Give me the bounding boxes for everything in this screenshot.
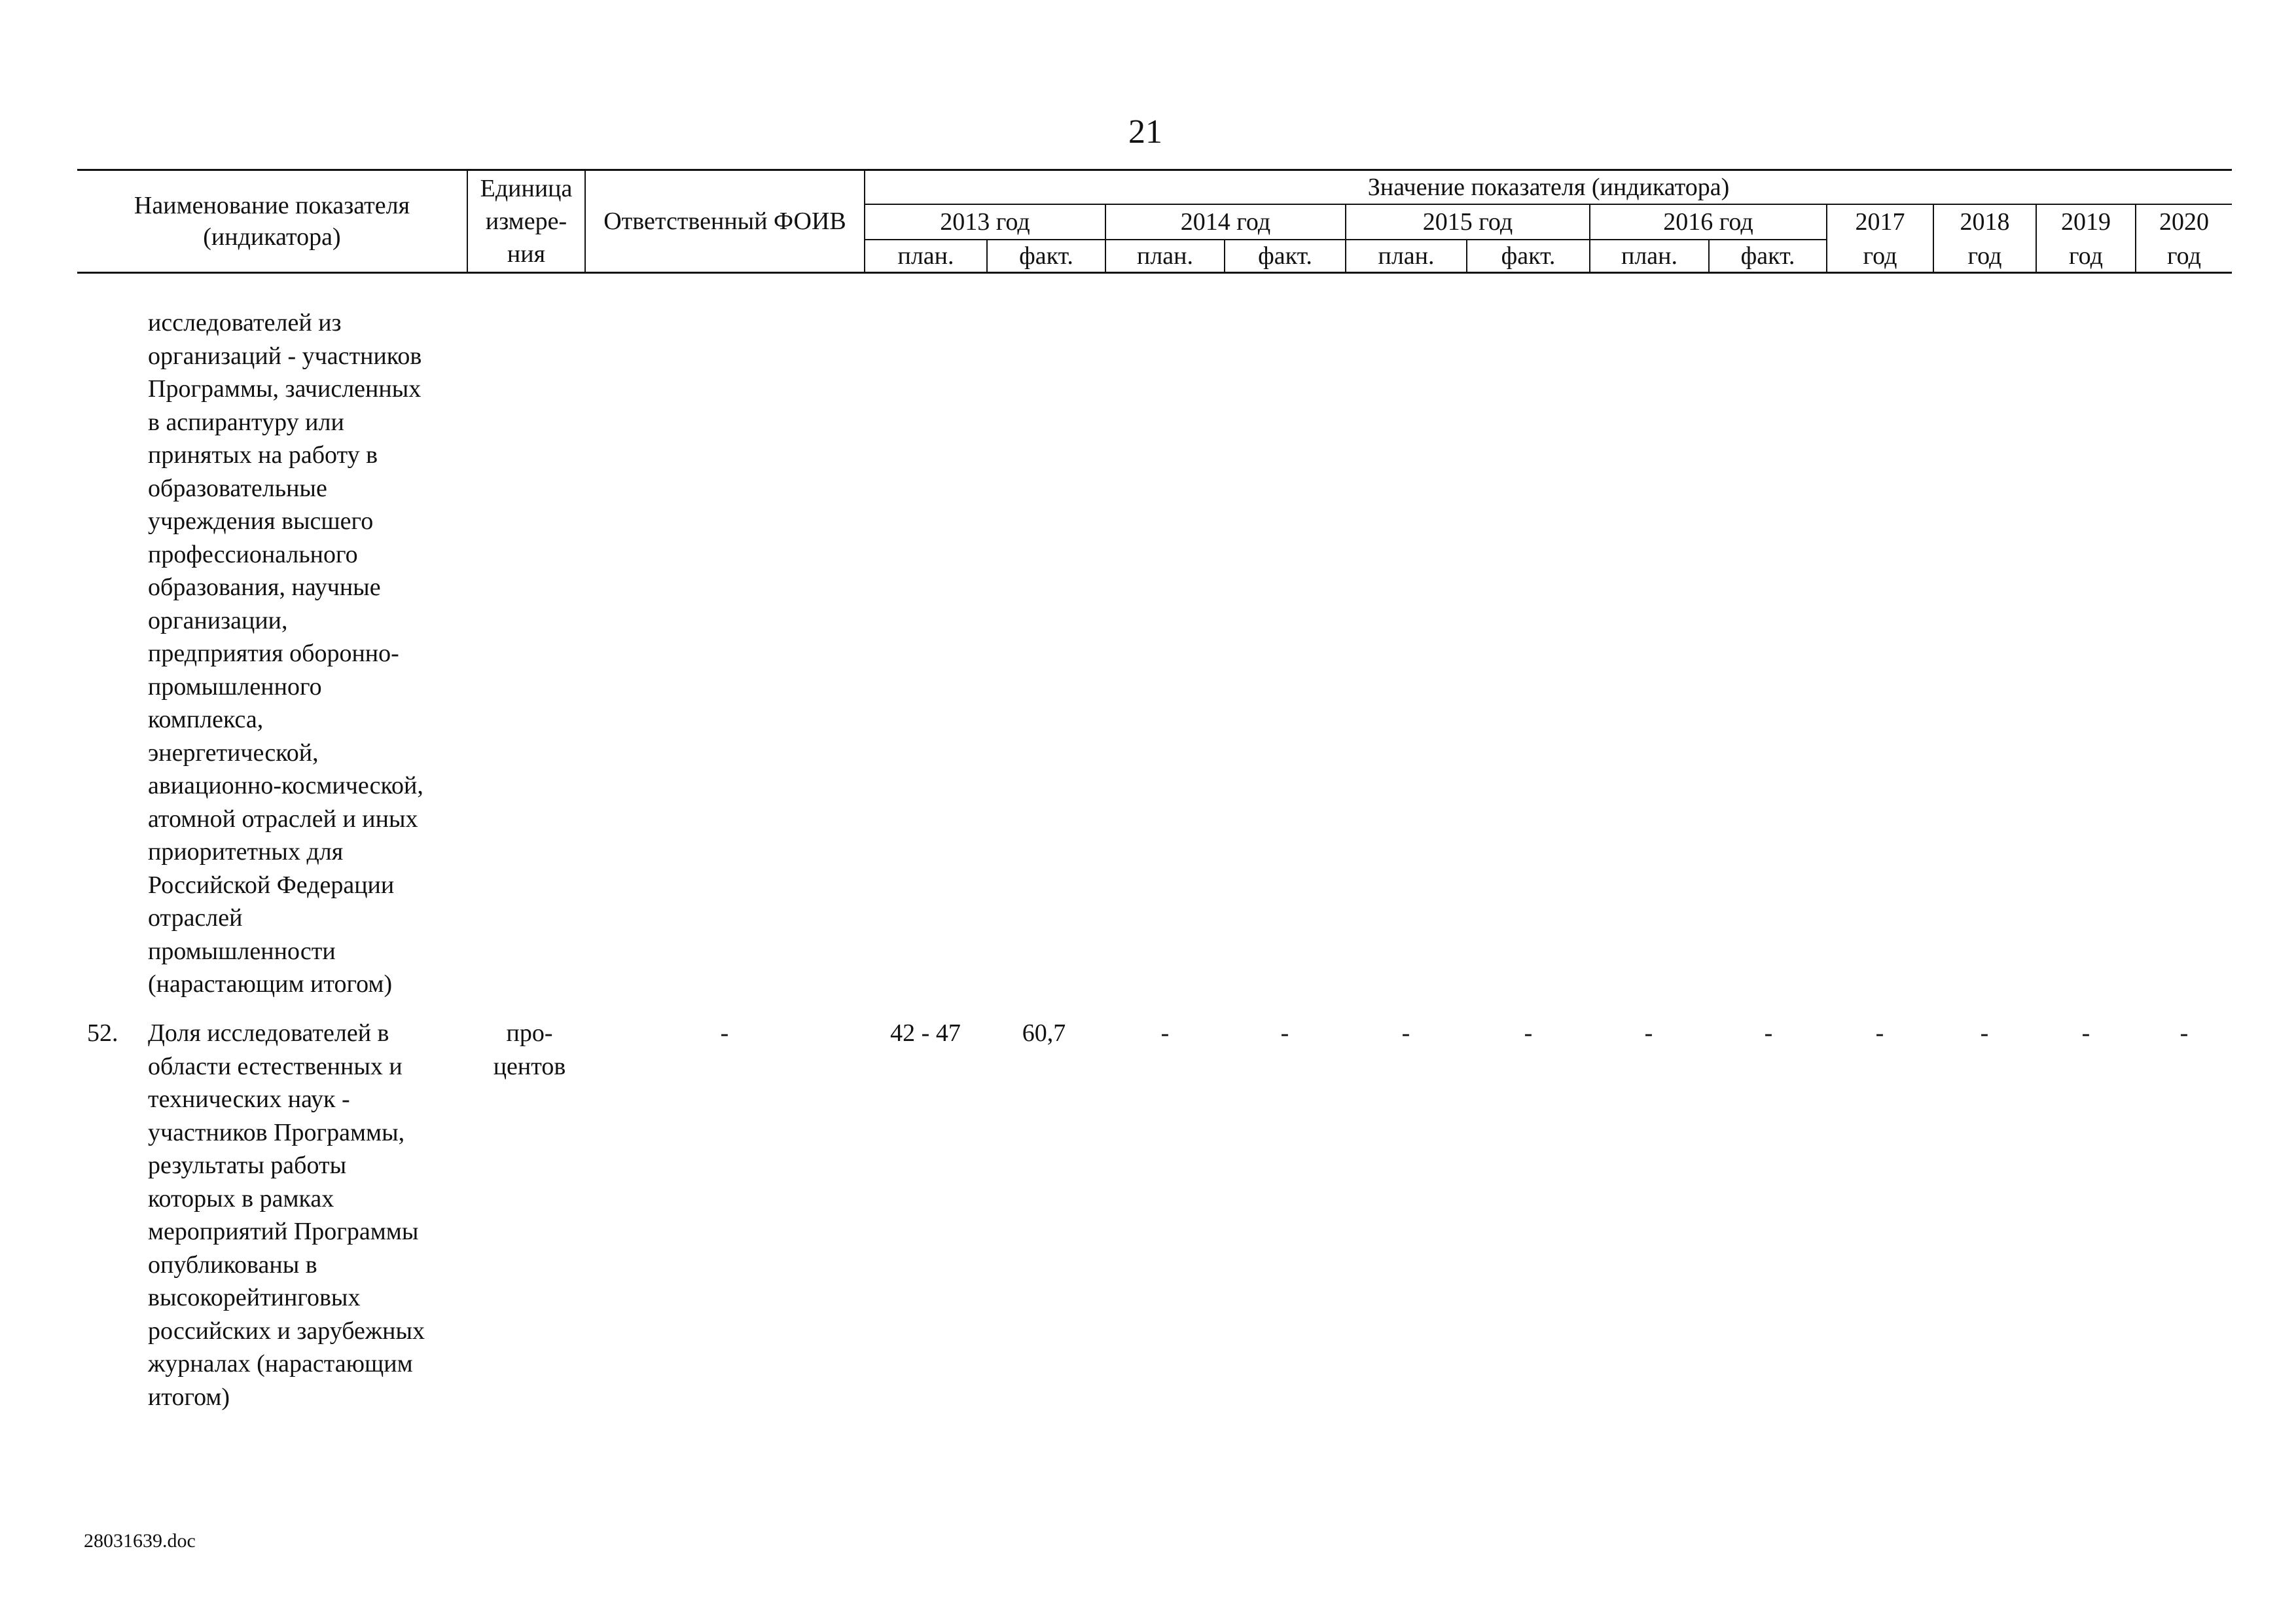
page-number: 21	[1128, 113, 1162, 151]
header-year-2019: 2019 год	[2061, 208, 2111, 270]
value-2015-fact: -	[1524, 1019, 1533, 1047]
value-2018: -	[1980, 1019, 1989, 1047]
header-2016-fact: факт.	[1740, 242, 1795, 270]
value-2020: -	[2179, 1019, 2189, 1047]
value-2014-plan: -	[1160, 1019, 1170, 1047]
header-2015-plan: план.	[1378, 242, 1435, 270]
header-name: Наименование показателя (индикатора)	[134, 191, 410, 251]
value-2016-fact: -	[1764, 1019, 1773, 1047]
document-footer: 28031639.doc	[84, 1530, 196, 1552]
header-2016-plan: план.	[1621, 242, 1677, 270]
header-2014-fact: факт.	[1258, 242, 1312, 270]
value-2015-plan: -	[1401, 1019, 1410, 1047]
foiv-value: -	[720, 1019, 729, 1047]
header-year-2017: 2017 год	[1855, 208, 1905, 270]
value-2017: -	[1875, 1019, 1884, 1047]
value-2014-fact: -	[1280, 1019, 1289, 1047]
value-2013-plan: 42 - 47	[890, 1019, 961, 1047]
value-2016-plan: -	[1644, 1019, 1653, 1047]
header-unit: Единица измере- ния	[480, 174, 573, 268]
header-value: Значение показателя (индикатора)	[1367, 173, 1730, 201]
row-number: 52.	[87, 1019, 118, 1047]
header-2015-fact: факт.	[1501, 242, 1556, 270]
header-year-2014: 2014 год	[1180, 208, 1271, 236]
value-2019: -	[2081, 1019, 2090, 1047]
header-foiv: Ответственный ФОИВ	[603, 207, 846, 235]
unit-value: про- центов	[493, 1019, 566, 1080]
header-2014-plan: план.	[1136, 242, 1193, 270]
indicator-name: Доля исследователей в области естественных и технических наук - участников Программы, результаты работы которых в рамках мероприятий Программы опубликованы в высокорейтинговых российских и зарубежных журналах (нарастающим итогом)	[148, 1019, 425, 1411]
indicator-name: исследователей из организаций - участников Программы, зачисленных в аспирантуру или принятых на работу в образовательные учреждения высшего профессионального образования, научные организации, предприятия оборонно- промышленного комплекса, энергетической, авиационно-космической, атомной отраслей и иных приоритетных для Российской Федерации отраслей промышленности (нарастающим итогом)	[148, 309, 423, 998]
value-2013-fact: 60,7	[1022, 1019, 1066, 1047]
header-2013-plan: план.	[897, 242, 954, 270]
header-2013-fact: факт.	[1019, 242, 1073, 270]
header-year-2016: 2016 год	[1663, 208, 1753, 236]
header-year-2015: 2015 год	[1422, 208, 1513, 236]
header-year-2013: 2013 год	[940, 208, 1030, 236]
header-year-2018: 2018 год	[1960, 208, 2010, 270]
header-year-2020: 2020 год	[2159, 208, 2209, 270]
